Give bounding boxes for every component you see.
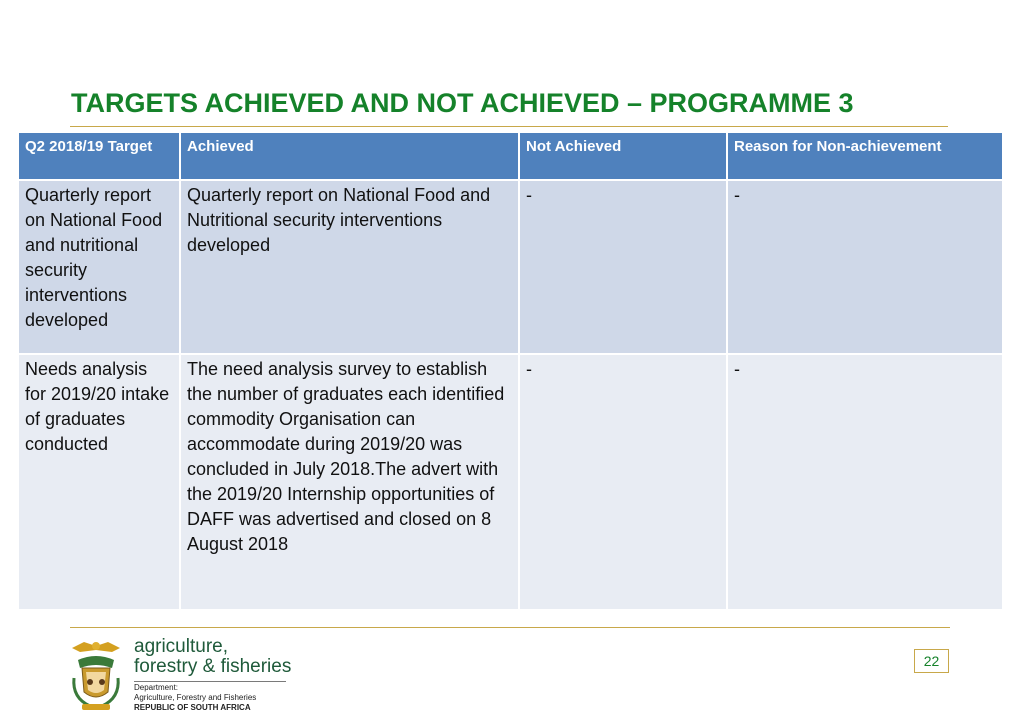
header-reason: Reason for Non-achievement <box>727 132 1003 180</box>
cell-not-achieved: - <box>519 354 727 610</box>
country-name: REPUBLIC OF SOUTH AFRICA <box>134 703 251 712</box>
slide-title: TARGETS ACHIEVED AND NOT ACHIEVED – PROGRAMME 3 <box>71 88 854 118</box>
cell-reason: - <box>727 180 1003 354</box>
cell-achieved: Quarterly report on National Food and Nutritional security interventions developed <box>180 180 519 354</box>
coat-of-arms-icon <box>68 638 124 714</box>
cell-reason: - <box>727 354 1003 610</box>
targets-table <box>17 131 1004 611</box>
cell-not-achieved: - <box>519 180 727 354</box>
page-number: 22 <box>914 649 949 673</box>
department-label: Department: <box>134 683 179 692</box>
table-header-row <box>18 132 1003 180</box>
header-not-achieved: Not Achieved <box>519 132 727 180</box>
department-name: Agriculture, Forestry and Fisheries <box>134 693 257 702</box>
footer-divider <box>70 627 950 628</box>
department-logo <box>68 638 298 714</box>
brand-name-line1: agriculture, <box>134 636 228 657</box>
brand-name-line2: forestry & fisheries <box>134 656 292 677</box>
title-divider <box>70 126 948 127</box>
cell-target: Needs analysis for 2019/20 intake of graduates conducted <box>18 354 180 610</box>
header-achieved: Achieved <box>180 132 519 180</box>
table-row <box>18 354 1003 610</box>
cell-achieved: The need analysis survey to establish the number of graduates each identified commodity Organisation can accommodate during 2019/20 was concluded in July 2018.The advert with the 2019/20 Internship opportunities of DAFF was advertised and closed on 8 August 2018 <box>180 354 519 610</box>
header-target: Q2 2018/19 Target <box>18 132 180 180</box>
brand-divider <box>134 681 286 682</box>
cell-target: Quarterly report on National Food and nutritional security interventions developed <box>18 180 180 354</box>
table-row <box>18 180 1003 354</box>
